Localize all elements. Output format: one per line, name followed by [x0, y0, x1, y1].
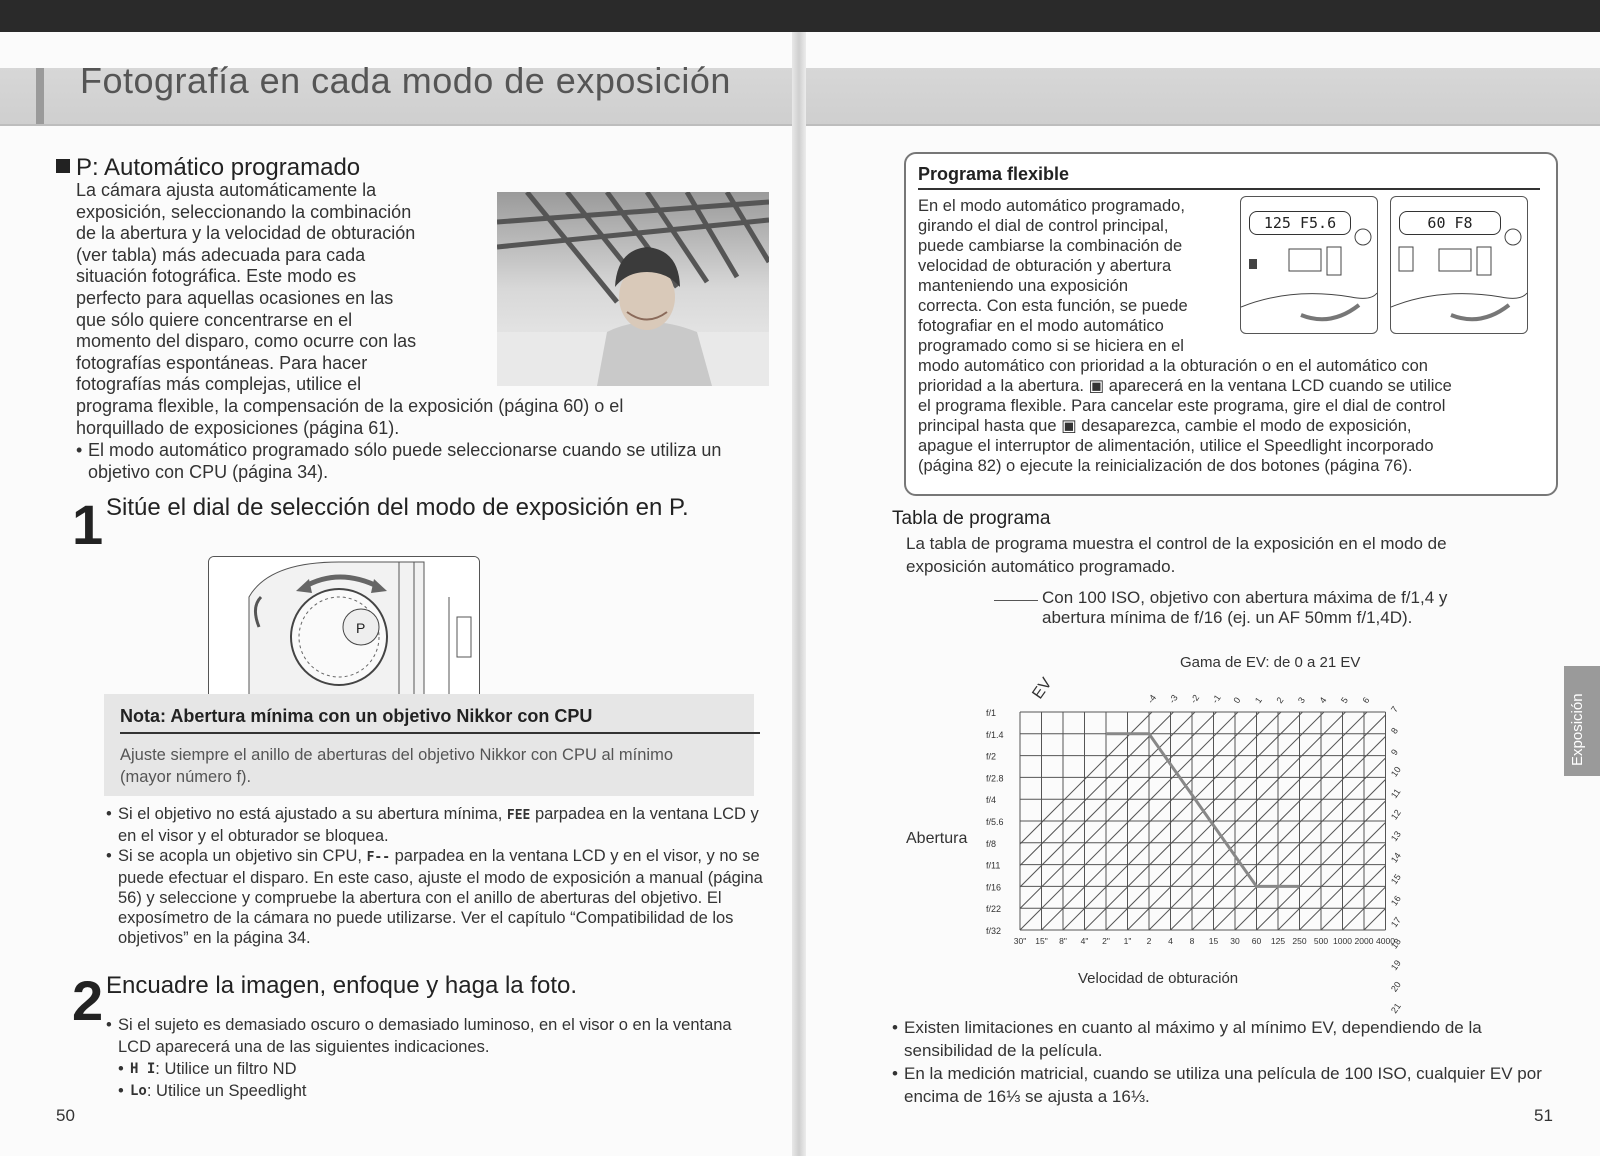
- intro-line: momento del disparo, como ocurre con las: [76, 331, 417, 352]
- flex-box-title: Programa flexible: [918, 164, 1070, 184]
- chart-note-text: En la medición matricial, cuando se utiliza una película de 100 ISO, cualquier EV por encima de 16⅓ se ajusta a 16⅓.: [904, 1064, 1542, 1106]
- table-heading: Tabla de programa: [892, 508, 1051, 529]
- y-tick-label: f/22: [986, 904, 1002, 915]
- table-desc-line: La tabla de programa muestra el control de la exposición en el modo de: [906, 534, 1447, 553]
- ev-tick-label: 17: [1388, 915, 1403, 930]
- ev-tick-label: 21: [1388, 1001, 1403, 1016]
- bullet-dot-icon: •: [106, 805, 112, 823]
- ev-tick-label: 9: [1388, 747, 1401, 758]
- step-1-title: Sitúe el dial de selección del modo de exposición en P.: [106, 494, 689, 521]
- indicator-text: : Utilice un Speedlight: [146, 1082, 307, 1100]
- flex-line: En el modo automático programado,: [918, 197, 1185, 215]
- section-heading-text: P: Automático programado: [76, 154, 361, 181]
- chart-note-text: Existen limitaciones en cuanto al máximo y al mínimo EV, dependiendo de la sensibilidad de la película.: [904, 1018, 1482, 1060]
- bullet-dot-icon: •: [106, 847, 112, 865]
- intro-line: (ver tabla) más adecuada para cada: [76, 244, 366, 265]
- y-tick-label: f/16: [986, 882, 1002, 893]
- ev-tick-label: 6: [1360, 695, 1372, 706]
- step-2-number: 2: [72, 969, 104, 1032]
- program-chart-plot: [0, 32, 1600, 1156]
- flex-line: modo automático con prioridad a la obturación o en el automático con: [918, 357, 1428, 375]
- y-tick-label: f/8: [986, 838, 997, 849]
- lcd-readout-1: 125 F5.6: [1249, 211, 1351, 235]
- chart-ylabel: Abertura: [906, 830, 968, 847]
- step-2-title: Encuadre la imagen, enfoque y haga la foto.: [106, 972, 577, 999]
- flex-line: fotografiar en el modo automático: [918, 317, 1164, 335]
- program-line: [1106, 734, 1300, 887]
- x-tick-label: 4000: [1376, 936, 1395, 946]
- ev-tick-label: 0: [1231, 695, 1243, 706]
- ev-tick-label: 8: [1388, 725, 1401, 736]
- flex-line: girando el dial de control principal,: [918, 217, 1169, 235]
- warning-text: parpadea en la ventana LCD y en el visor y el obturador se bloquea.: [118, 805, 759, 845]
- intro-wide-line: programa flexible, la compensación de la exposición (página 60) o el: [76, 396, 624, 416]
- intro-line: perfecto para aquellas ocasiones en las: [76, 287, 394, 308]
- y-tick-label: f/2: [986, 751, 997, 762]
- x-tick-label: 1": [1123, 936, 1132, 946]
- bullet-dot-icon: •: [118, 1060, 124, 1078]
- flex-line: apague el interruptor de alimentación, utilice el Speedlight incorporado: [918, 437, 1434, 455]
- flex-line: prioridad a la abertura. ▣ aparecerá en la ventana LCD cuando se utilice: [918, 377, 1452, 395]
- intro-line: que sólo quiere concentrarse en el: [76, 309, 353, 330]
- chart-notes: [892, 1016, 1552, 1108]
- chart-xlabel: Velocidad de obturación: [1078, 970, 1239, 987]
- x-tick-label: 30": [1013, 936, 1027, 946]
- fee-indicator: FEE: [506, 808, 531, 823]
- flex-line: (página 82) o ejecute la reinicialización de dos botones (página 76).: [918, 457, 1413, 475]
- lo-indicator: Lo: [130, 1083, 147, 1099]
- x-tick-label: 2000: [1354, 936, 1374, 946]
- side-tab-label: Exposición: [1569, 693, 1586, 766]
- ev-tick-label: 3: [1295, 695, 1308, 706]
- flex-line: velocidad de obturación y abertura: [918, 257, 1172, 275]
- indicator-text: : Utilice un filtro ND: [155, 1060, 297, 1078]
- intro-line: de la abertura y la velocidad de obturación: [76, 223, 416, 244]
- y-tick-label: f/2.8: [986, 773, 1004, 784]
- flex-line: principal hasta que ▣ desaparezca, cambie el modo de exposición,: [918, 417, 1412, 435]
- x-tick-label: 250: [1292, 936, 1307, 946]
- x-tick-label: 15": [1035, 936, 1048, 946]
- x-tick-label: 8": [1059, 936, 1067, 946]
- chart-note-bullet: [892, 1016, 1552, 1062]
- ev-tick-label: 4: [1317, 695, 1329, 706]
- x-tick-label: 8: [1189, 936, 1195, 946]
- chart-title: Gama de EV: de 0 a 21 EV: [1180, 654, 1361, 671]
- ev-tick-label: 5: [1338, 695, 1351, 706]
- x-tick-label: 2: [1146, 936, 1152, 946]
- f-dash-indicator: F--: [366, 850, 391, 865]
- flex-line: puede cambiarse la combinación de: [918, 237, 1183, 255]
- x-tick-label: 125: [1270, 936, 1286, 946]
- bullet-dot-icon: •: [76, 440, 83, 460]
- intro-line: fotografías espontáneas. Para hacer: [76, 352, 368, 373]
- x-tick-label: 30: [1230, 936, 1240, 946]
- y-tick-label: f/32: [986, 926, 1002, 936]
- warning-text: parpadea en la ventana LCD y en el visor, y no se puede efectuar el disparo. En este caso, ajuste el modo de exposición a manual (página 56) y seleccione y compruebe la abertura con el anillo de aberturas del objetivo. El exposímetro de la cámara no puede utilizarse. Ver el capítulo “Compatibilidad de los objetivos” en la página 34.: [118, 847, 763, 947]
- page-number-right: 51: [1534, 1106, 1553, 1125]
- note-title: Nota: Abertura mínima con un objetivo Nikkor con CPU: [120, 706, 593, 726]
- step-2-bullet-text: Si el sujeto es demasiado oscuro o demasiado luminoso, en el visor o en la ventana LCD aparecerá una de las siguientes indicaciones.: [118, 1016, 732, 1056]
- x-tick-label: 4: [1168, 936, 1173, 946]
- y-tick-label: f/4: [986, 795, 997, 806]
- intro-wide-line: horquillado de exposiciones (página 61).: [76, 417, 400, 438]
- y-tick-label: f/11: [986, 860, 1001, 871]
- y-tick-label: f/1: [986, 708, 997, 718]
- flex-line: correcta. Con esta función, se puede: [918, 297, 1188, 315]
- ev-tick-label: 20: [1388, 979, 1403, 994]
- intro-line: La cámara ajusta automáticamente la: [76, 180, 377, 200]
- lcd-readout-2: 60 F8: [1399, 211, 1501, 235]
- page-number-left: 50: [56, 1106, 75, 1125]
- x-tick-label: 1000: [1333, 936, 1352, 946]
- ev-tick-label: 1: [1252, 695, 1265, 706]
- bullet-dot-icon: •: [892, 1064, 898, 1083]
- x-tick-label: 2": [1102, 936, 1110, 946]
- ev-tick-label: 16: [1388, 893, 1403, 908]
- ev-tick-label: 12: [1388, 807, 1403, 822]
- ev-tick-label: 7: [1388, 704, 1401, 715]
- ev-tick-label: 2: [1274, 695, 1286, 706]
- ev-tick-label: -3: [1166, 692, 1180, 706]
- ev-tick-label: 13: [1388, 829, 1403, 844]
- y-tick-label: f/5.6: [986, 817, 1004, 827]
- section-side-tab: [1564, 666, 1600, 776]
- ev-tick-label: 18: [1388, 936, 1403, 951]
- chart-note-bullet: [892, 1062, 1552, 1108]
- legend-line: abertura mínima de f/16 (ej. un AF 50mm f/1,4D).: [1042, 608, 1413, 627]
- svg-text:P: P: [356, 620, 366, 636]
- ev-tick-label: 14: [1388, 850, 1403, 865]
- y-tick-label: f/1.4: [986, 729, 1004, 740]
- ev-tick-label: -2: [1188, 692, 1202, 706]
- ev-axis-label: EV: [1029, 675, 1056, 703]
- ev-tick-label: 11: [1388, 786, 1403, 801]
- table-desc-line: exposición automático programado.: [906, 557, 1176, 576]
- bullet-dot-icon: •: [106, 1016, 112, 1034]
- bullet-dot-icon: •: [118, 1082, 124, 1100]
- bullet-dot-icon: •: [892, 1018, 898, 1037]
- warning-text: Si se acopla un objetivo sin CPU,: [118, 847, 367, 865]
- legend-line: Con 100 ISO, objetivo con abertura máxima de f/1,4 y: [1042, 588, 1448, 607]
- ev-tick-label: -1: [1209, 692, 1223, 706]
- ev-tick-label: 19: [1388, 958, 1403, 973]
- flex-line: manteniendo una exposición: [918, 277, 1129, 295]
- flex-line: programado como si se hiciera en el: [918, 337, 1184, 355]
- x-tick-label: 4": [1080, 936, 1089, 946]
- intro-line: fotografías más complejas, utilice el: [76, 374, 362, 395]
- x-tick-label: 15: [1208, 936, 1219, 946]
- ev-tick-label: 10: [1388, 764, 1403, 779]
- hi-indicator: H I: [130, 1061, 156, 1077]
- ev-tick-label: 15: [1388, 872, 1403, 887]
- ev-tick-label: -4: [1145, 692, 1159, 706]
- page-title: Fotografía en cada modo de exposición: [80, 60, 731, 101]
- manual-spread: [0, 32, 1600, 1156]
- warning-text: Si el objetivo no está ajustado a su abertura mínima,: [118, 805, 507, 823]
- x-tick-label: 500: [1313, 936, 1329, 946]
- bullet-text: El modo automático programado sólo puede seleccionarse cuando se utiliza un objetivo con CPU (página 34).: [88, 440, 722, 482]
- flex-line: el programa flexible. Para cancelar este programa, gire el dial de control: [918, 397, 1446, 415]
- step-1-number: 1: [72, 493, 104, 556]
- note-text: Ajuste siempre el anillo de aberturas del objetivo Nikkor con CPU al mínimo (mayor número f).: [120, 746, 673, 786]
- x-tick-label: 60: [1251, 936, 1262, 946]
- intro-line: situación fotográfica. Este modo es: [76, 266, 357, 287]
- intro-line: exposición, seleccionando la combinación: [76, 201, 412, 222]
